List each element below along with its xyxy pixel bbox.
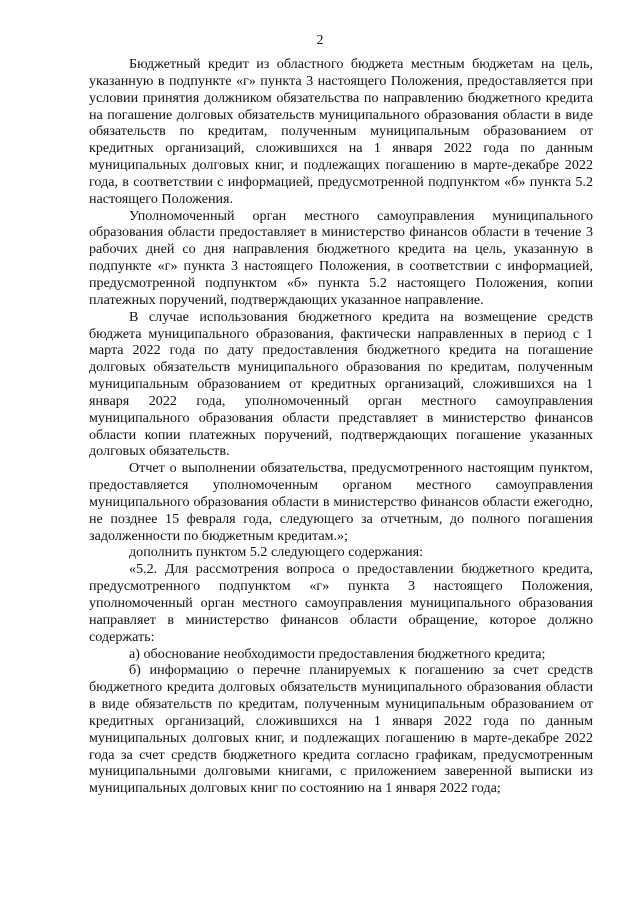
- paragraph-obligation-report: Отчет о выполнении обязательства, предусмотренного настоящим пунктом, предоставляется уполномоченным органом местного самоуправления муниципального образования области в министерство финансов области ежегодно, не позднее 15 февраля года, следующего за отчетным, до полного погашения задолженности по бюджетным кредитам.»;: [89, 460, 593, 544]
- paragraph-budget-credit-conditions: Бюджетный кредит из областного бюджета местным бюджетам на цель, указанную в подпункте «г» пункта 3 настоящего Положения, предоставляется при условии принятия должником обязательства по направлению бюджетного кредита на погашение долговых обязательств муниципального образования области в виде обязательств по кредитам, полученным муниципальным образованием от кредитных организаций, сложившихся на 1 января 2022 года по данным муниципальных долговых книг, и подлежащих погашению в марте-декабре 2022 года, в соответствии с информацией, предусмотренной подпунктом «б» пункта 5.2 настоящего Положения.: [89, 56, 593, 207]
- paragraph-add-clause-5-2: дополнить пунктом 5.2 следующего содержания:: [129, 544, 424, 561]
- document-body: [89, 56, 593, 797]
- paragraph-item-b: б) информацию о перечне планируемых к погашению за счет средств бюджетного кредита долговых обязательств муниципального образования области в виде обязательств по кредитам, полученным муниципальным образованием от кредитных организаций, сложившихся на 1 января 2022 года по данным муниципальных долговых книг, и подлежащих погашению в марте-декабре 2022 года за счет средств бюджетного кредита согласно графикам, предусмотренным муниципальными долговыми книгами, с приложением заверенной выписки из муниципальных долговых книг по состоянию на 1 января 2022 года;: [89, 662, 593, 797]
- paragraph-clause-5-2-intro: «5.2. Для рассмотрения вопроса о предоставлении бюджетного кредита, предусмотренного подпунктом «г» пункта 3 настоящего Положения, уполномоченный орган местного самоуправления муниципального образования направляет в министерство финансов области обращение, которое должно содержать:: [89, 561, 593, 645]
- page-number: 2: [316, 33, 324, 48]
- paragraph-authorized-body-reporting: Уполномоченный орган местного самоуправления муниципального образования области предоставляет в министерство финансов области в течение 3 рабочих дней со дня направления бюджетного кредита на цель, указанную в подпункте «г» пункта 3 настоящего Положения, в соответствии с информацией, предусмотренной подпунктом «б» пункта 5.2 настоящего Положения, копии платежных поручений, подтверждающих указанное направление.: [89, 207, 593, 308]
- paragraph-reimbursement-case: В случае использования бюджетного кредита на возмещение средств бюджета муниципального образования, фактически направленных в период с 1 марта 2022 года по дату предоставления бюджетного кредита на погашение долговых обязательств муниципального образования по кредитам, полученным муниципальным образованием от кредитных организаций, сложившихся на 1 января 2022 года, уполномоченный орган местного самоуправления муниципального образования области представляет в министерство финансов области копии платежных поручений, подтверждающих погашение указанных долговых обязательств.: [89, 308, 593, 460]
- paragraph-item-a: а) обоснование необходимости предоставления бюджетного кредита;: [129, 645, 546, 662]
